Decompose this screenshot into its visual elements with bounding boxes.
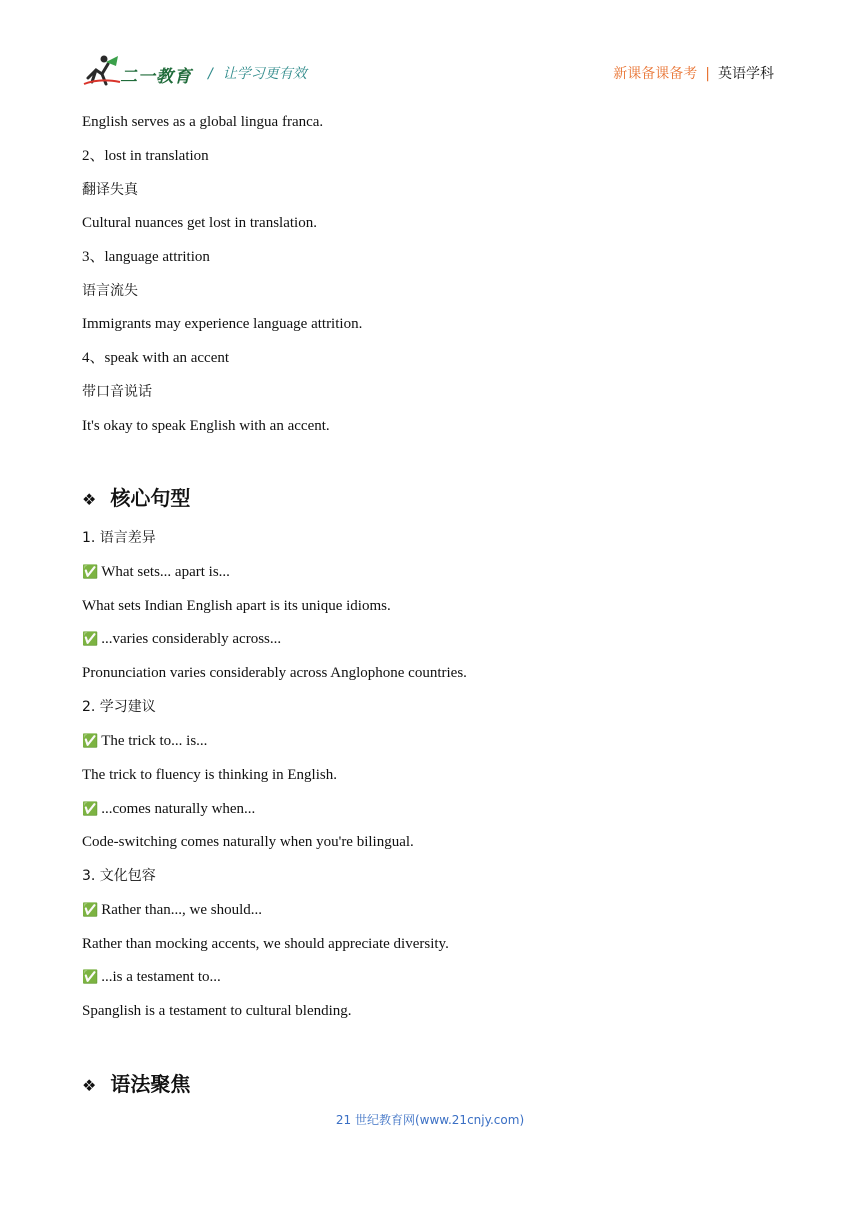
- subsection-title: 2. 学习建议: [82, 699, 156, 715]
- pattern-text: The trick to... is...: [101, 733, 208, 749]
- example-sentence: Cultural nuances get lost in translation.: [82, 215, 317, 231]
- phrase-translation: 语言流失: [82, 283, 138, 299]
- check-icon: ✅: [82, 734, 99, 749]
- section-title: 核心句型: [110, 486, 191, 510]
- phrase-translation: 带口音说话: [82, 384, 152, 400]
- course-label: 新课备课备考: [613, 66, 698, 82]
- pattern-text: ...comes naturally when...: [101, 801, 256, 817]
- slogan-text: 让学习更有效: [222, 66, 307, 82]
- runner-logo-icon: [82, 52, 122, 88]
- section-heading-grammar: [82, 1069, 190, 1101]
- pattern-item: [82, 561, 230, 584]
- check-icon: ✅: [82, 903, 99, 918]
- logo: [82, 52, 200, 88]
- logo-text: 二一教育: [120, 67, 192, 87]
- check-icon: ✅: [82, 632, 99, 647]
- pattern-item: [82, 899, 262, 922]
- example-sentence: What sets Indian English apart is its unique idioms.: [82, 598, 391, 614]
- phrase-item: 4、speak with an accent: [82, 350, 230, 366]
- phrase-item: 2、lost in translation: [82, 148, 209, 164]
- subsection-title: 1. 语言差异: [82, 530, 156, 546]
- diamond-bullet-icon: ❖: [82, 1076, 97, 1095]
- pattern-item: [82, 798, 255, 821]
- example-sentence: English serves as a global lingua franca.: [82, 114, 324, 130]
- pattern-item: [82, 730, 207, 753]
- page-footer: 21 世纪教育网(www.21cnjy.com): [335, 1113, 525, 1127]
- example-sentence: The trick to fluency is thinking in English.: [82, 767, 337, 783]
- header-right: [613, 63, 774, 83]
- pattern-text: What sets... apart is...: [101, 564, 230, 580]
- section-title: 语法聚焦: [110, 1072, 191, 1096]
- header-divider: |: [705, 66, 710, 82]
- check-icon: ✅: [82, 565, 99, 580]
- example-sentence: Spanglish is a testament to cultural blending.: [82, 1003, 352, 1019]
- pattern-item: [82, 628, 281, 651]
- pattern-item: [82, 966, 221, 989]
- pattern-text: Rather than..., we should...: [101, 902, 262, 918]
- example-sentence: Immigrants may experience language attrition.: [82, 316, 363, 332]
- pattern-text: ...varies considerably across...: [101, 631, 282, 647]
- example-sentence: Pronunciation varies considerably across Anglophone countries.: [82, 665, 467, 681]
- example-sentence: Rather than mocking accents, we should appreciate diversity.: [82, 936, 449, 952]
- example-sentence: Code-switching comes naturally when you're bilingual.: [82, 834, 414, 850]
- subsection-title: 3. 文化包容: [82, 868, 156, 884]
- page-header: [82, 52, 774, 92]
- phrase-item: 3、language attrition: [82, 249, 210, 265]
- phrase-translation: 翻译失真: [82, 182, 138, 198]
- diamond-bullet-icon: ❖: [82, 490, 97, 509]
- check-icon: ✅: [82, 802, 99, 817]
- slogan: [208, 63, 307, 83]
- example-sentence: It's okay to speak English with an accent.: [82, 418, 330, 434]
- subject-label: 英语学科: [718, 66, 774, 82]
- slash-divider: /: [208, 66, 213, 82]
- check-icon: ✅: [82, 970, 99, 985]
- section-heading-core-patterns: [82, 483, 190, 515]
- pattern-text: ...is a testament to...: [101, 969, 221, 985]
